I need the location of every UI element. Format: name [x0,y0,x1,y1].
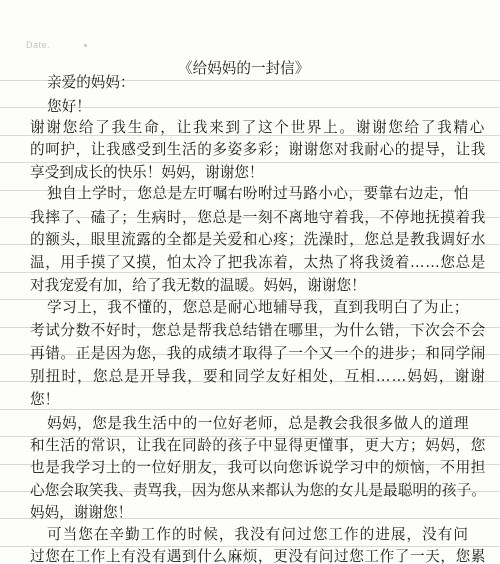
letter-line: 考试分数不好时，您总是帮我总结错在哪里，为什么错，下次会不会 [30,322,486,339]
letter-line: 的额头，眼里流露的全都是关爱和心疼；洗澡时，您总是教我调好水 [30,231,486,248]
letter-line: 亲爱的妈妈： [47,74,135,91]
letter-line: 我摔了、磕了；生病时，您总是一刻不离地守着我，不停地抚摸着我 [30,209,486,226]
date-label: Date. [26,40,51,50]
letter-line: 和生活的常识，让我在同龄的孩子中显得更懂事，更大方；妈妈，您 [30,437,486,454]
letter-line: 心您会取笑我、责骂我，因为您从来都认为您的女儿是最聪明的孩子。 [30,482,486,499]
letter-line: 温，用手摸了又摸，怕太冷了把我冻着，太热了将我烫着……您总是 [30,254,486,271]
letter-line: 妈妈，您是我生活中的一位好老师，总是教会我很多做人的道理 [47,415,469,432]
letter-line: 您好！ [47,98,91,115]
letter-line: 也是我学习上的一位好朋友，我可以向您诉说学习中的烦恼，不用担 [30,459,486,476]
date-dot [84,44,87,47]
letter-line: 对我宠爱有加，给了我无数的温暖。妈妈，谢谢您！ [30,277,366,294]
rule-line [0,409,500,410]
rule-line [0,546,500,547]
letter-line: 享受到成长的快乐！妈妈，谢谢您！ [30,164,264,181]
letter-line: 您！ [30,391,60,408]
rule-line [0,272,500,273]
letter-title: 《给妈妈的一封信》 [178,60,310,77]
letter-line: 妈妈，谢谢您！ [30,504,133,521]
letter-line: 别扭时，您总是开导我，要和同学友好相处，互相……妈妈，谢谢 [30,368,486,385]
letter-line: 的呵护，让我感受到生活的多姿多彩；谢谢您对我耐心的提导，让我 [30,141,486,158]
letter-line: 可当您在辛勤工作的时候，我没有问过您工作的进展，没有问 [47,526,469,543]
letter-line: 独自上学时，您总是左叮嘱右吩咐过马路小心，要靠右边走，怕 [47,185,469,202]
letter-line: 学习上，我不懂的，您总是耐心地辅导我，直到我明白了为止； [47,299,469,316]
letter-line: 再错。正是因为您，我的成绩才取得了一个又一个的进步；和同学闹 [30,345,486,362]
rule-line [0,162,500,163]
letter-line: 谢谢您给了我生命，让我来到了这个世界上。谢谢您给了我精心 [30,119,486,136]
letter-line: 过您在工作上有没有遇到什么麻烦，更没有问过您工作了一天，您累 [30,548,486,564]
